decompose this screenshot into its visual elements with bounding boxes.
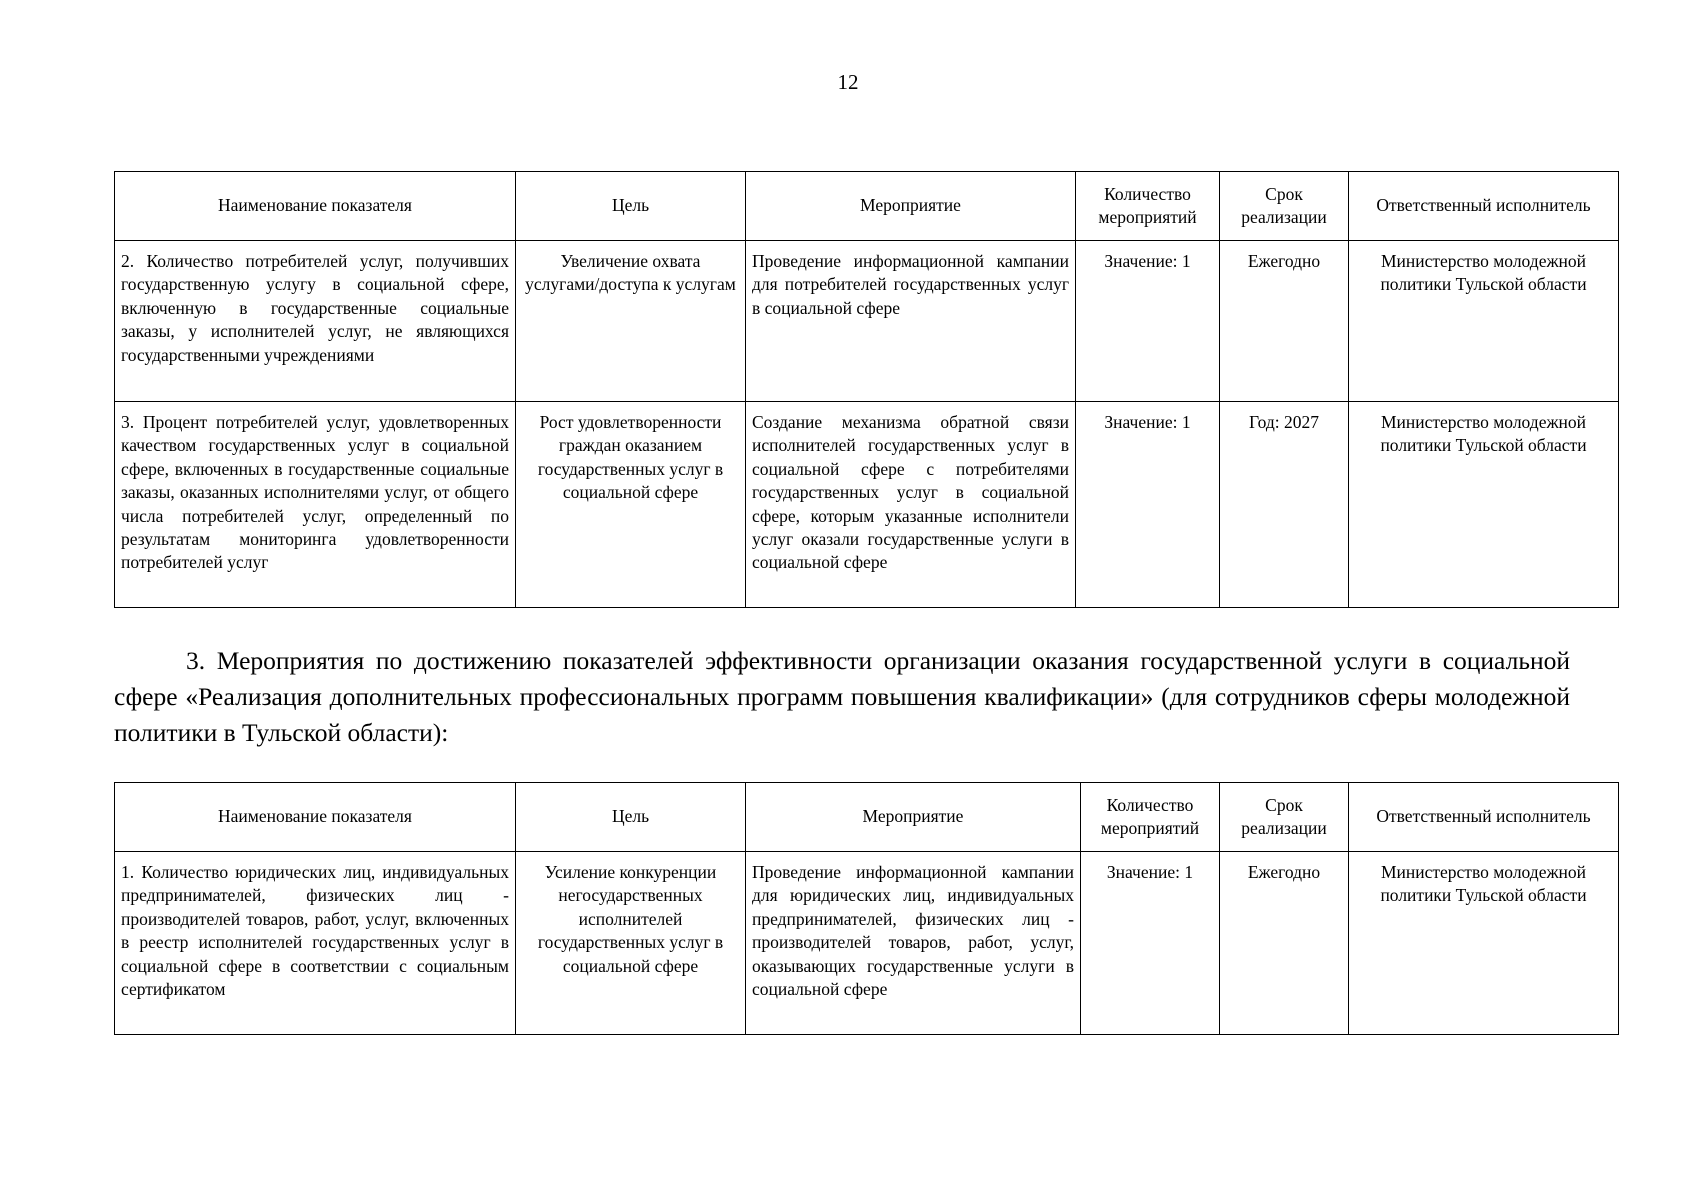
column-header-count: Количество мероприятий <box>1076 172 1220 241</box>
column-header-indicator: Наименование показателя <box>115 783 516 852</box>
page-number: 12 <box>837 70 859 94</box>
table-row <box>115 402 1619 608</box>
term-cell: Год: 2027 <box>1220 402 1349 608</box>
term-cell: Ежегодно <box>1220 241 1349 402</box>
measure-cell: Создание механизма обратной связи исполнителей государственных услуг в социальной сфере с потребителями государственных услуг в социальной сфере, которым указанные исполнители услуг оказали государственные услуги в социальной сфере <box>746 402 1076 608</box>
column-header-measure: Мероприятие <box>746 172 1076 241</box>
goal-cell: Увеличение охвата услугами/доступа к услугам <box>516 241 746 402</box>
table-header-row <box>115 783 1619 852</box>
section-3-heading: 3. Мероприятия по достижению показателей эффективности организации оказания государственной услуги в социальной сфере «Реализация дополнительных профессиональных программ повышения квалификации» (для сотрудников сферы молодежной политики в Тульской области): <box>114 646 1570 747</box>
column-header-executor: Ответственный исполнитель <box>1349 172 1619 241</box>
executor-cell: Министерство молодежной политики Тульской области <box>1349 852 1619 1035</box>
table-header-row <box>115 172 1619 241</box>
executor-cell: Министерство молодежной политики Тульской области <box>1349 241 1619 402</box>
section-3-measures-table <box>114 782 1619 1035</box>
goal-cell: Рост удовлетворенности граждан оказанием государственных услуг в социальной сфере <box>516 402 746 608</box>
measure-cell: Проведение информационной кампании для юридических лиц, индивидуальных предпринимателей, физических лиц - производителей товаров, работ, услуг, оказывающих государственные услуги в социальной сфере <box>746 852 1081 1035</box>
goal-cell: Усиление конкуренции негосударственных исполнителей государственных услуг в социальной сфере <box>516 852 746 1035</box>
count-cell: Значение: 1 <box>1076 402 1220 608</box>
indicator-cell: 3. Процент потребителей услуг, удовлетворенных качеством государственных услуг в социальной сфере, включенных в государственные социальные заказы, оказанных исполнителями услуг, от общего числа потребителей услуг, определенный по результатам мониторинга удовлетворенности потребителей услуг <box>115 402 516 608</box>
column-header-indicator: Наименование показателя <box>115 172 516 241</box>
table-row <box>115 241 1619 402</box>
executor-cell: Министерство молодежной политики Тульской области <box>1349 402 1619 608</box>
indicator-cell: 2. Количество потребителей услуг, получивших государственную услугу в социальной сфере, включенную в государственные социальные заказы, у исполнителей услуг, не являющихся государственными учреждениями <box>115 241 516 402</box>
column-header-goal: Цель <box>516 172 746 241</box>
column-header-term: Срок реализации <box>1220 172 1349 241</box>
indicators-table-continued <box>114 171 1619 608</box>
indicator-cell: 1. Количество юридических лиц, индивидуальных предпринимателей, физических лиц - производителей товаров, работ, услуг, включенных в реестр исполнителей государственных услуг в социальной сфере в соответствии с социальным сертификатом <box>115 852 516 1035</box>
column-header-goal: Цель <box>516 783 746 852</box>
column-header-term: Срок реализации <box>1220 783 1349 852</box>
column-header-executor: Ответственный исполнитель <box>1349 783 1619 852</box>
table-row <box>115 852 1619 1035</box>
count-cell: Значение: 1 <box>1076 241 1220 402</box>
column-header-count: Количество мероприятий <box>1081 783 1220 852</box>
column-header-measure: Мероприятие <box>746 783 1081 852</box>
count-cell: Значение: 1 <box>1081 852 1220 1035</box>
measure-cell: Проведение информационной кампании для потребителей государственных услуг в социальной сфере <box>746 241 1076 402</box>
term-cell: Ежегодно <box>1220 852 1349 1035</box>
